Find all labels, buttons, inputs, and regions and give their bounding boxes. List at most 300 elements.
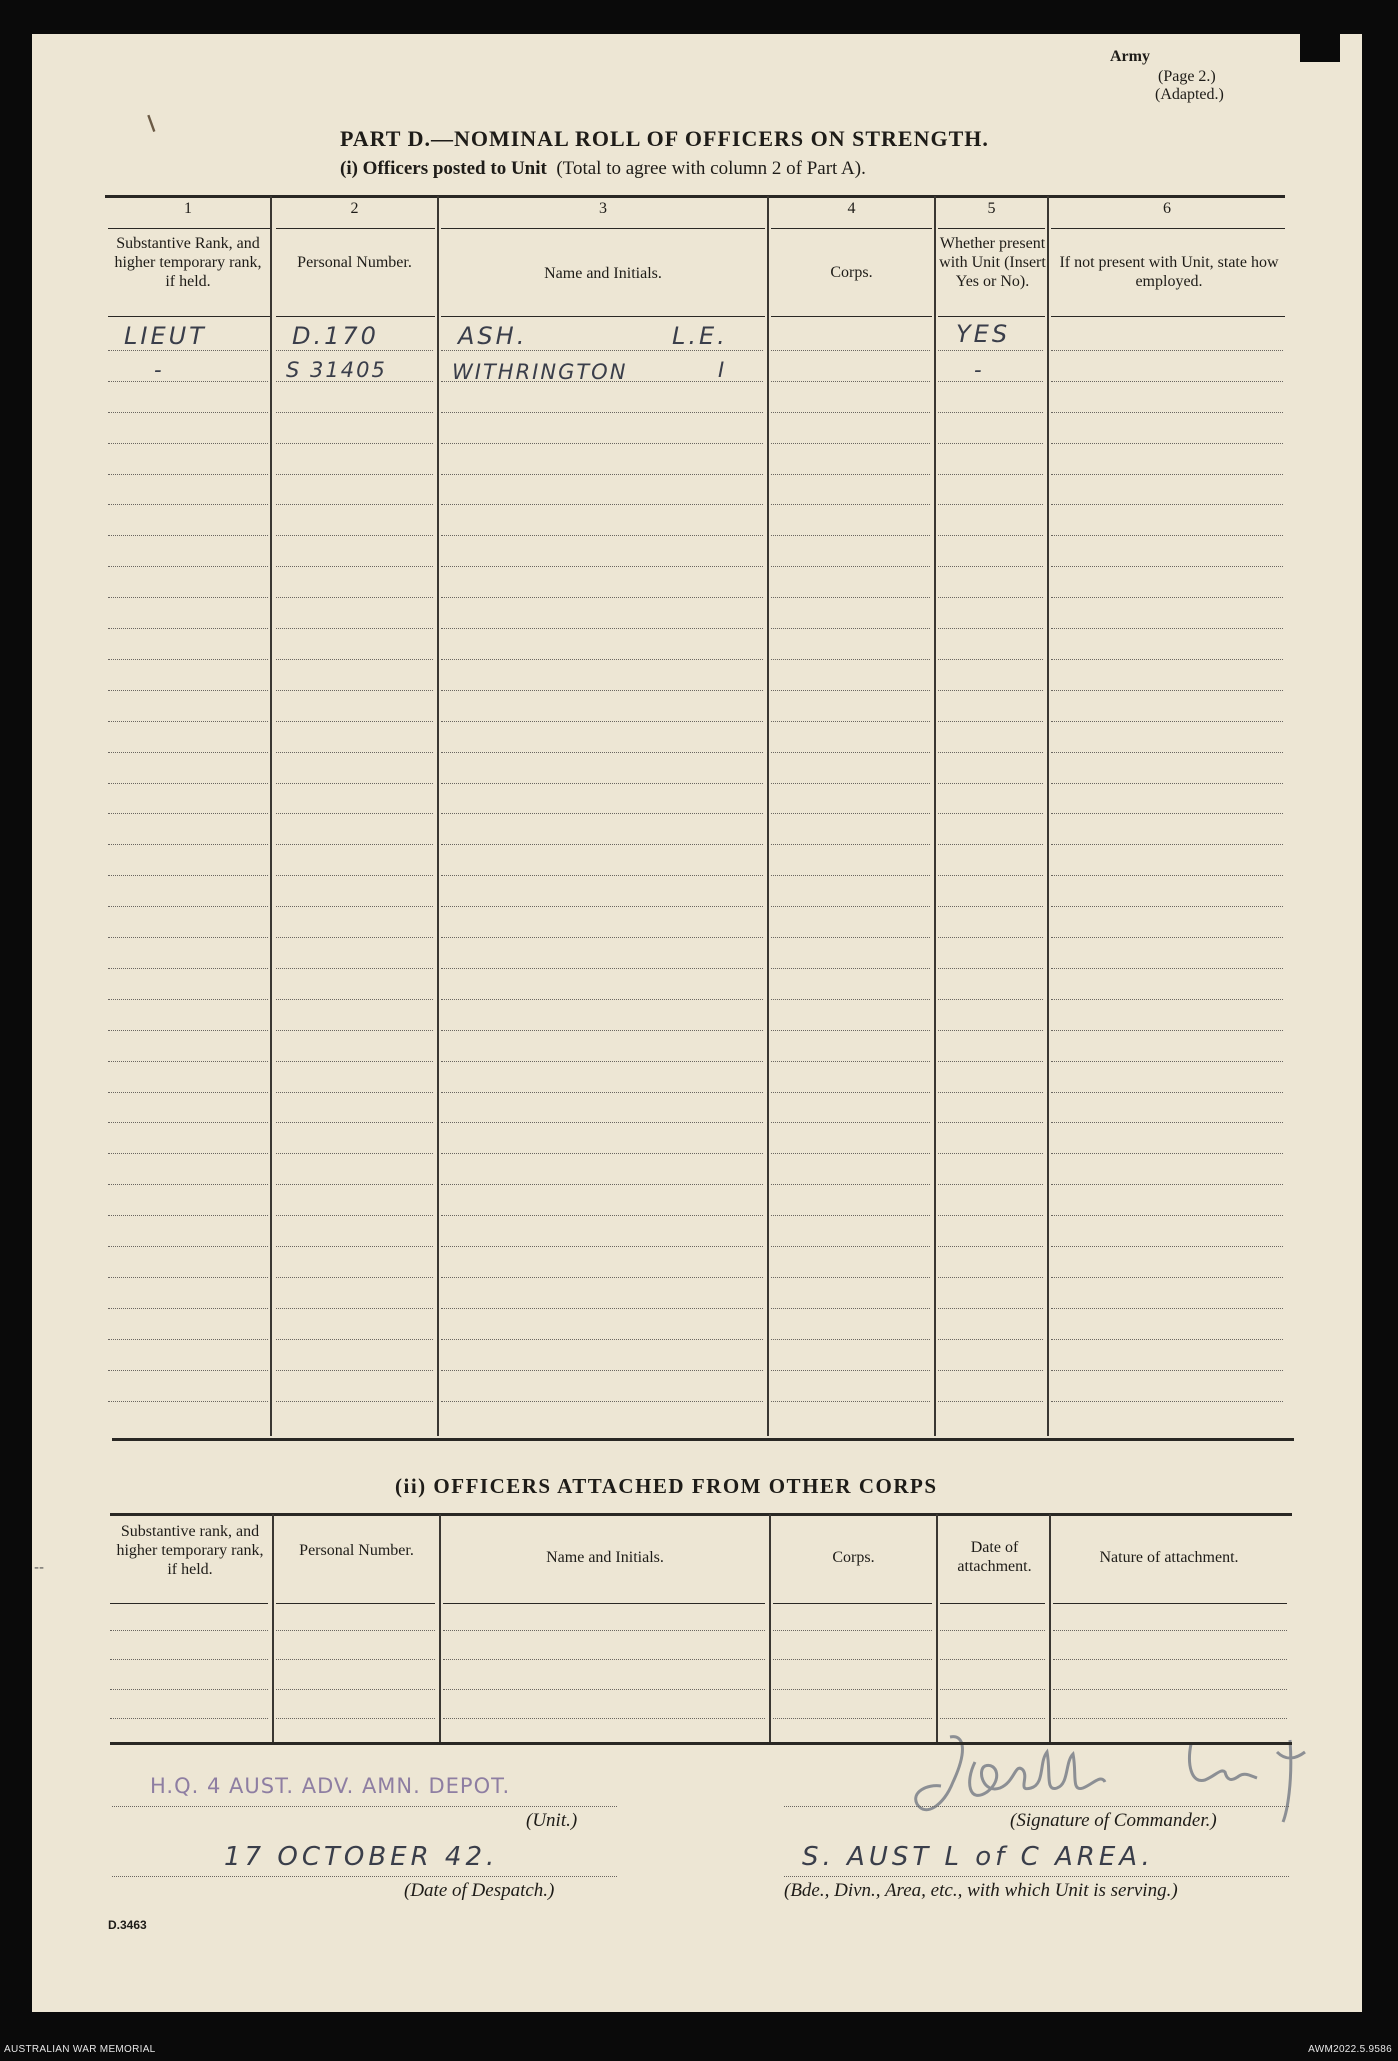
row-dotted-line [938,1184,1043,1185]
row-dotted-line [938,937,1043,938]
row-dotted-line [771,999,930,1000]
ii-row-dotted-line [1053,1659,1287,1660]
subtitle-bold: (i) Officers posted to Unit [340,158,547,179]
row-dotted-line [1051,504,1283,505]
row-dotted-line [108,1061,268,1062]
ii-row-dotted-line [443,1630,765,1631]
ii-header-rule [1053,1603,1287,1604]
row-dotted-line [1051,412,1283,413]
row-dotted-line [276,597,433,598]
row2-rank: - [154,358,164,382]
row-dotted-line [938,535,1043,536]
row-dotted-line [276,1184,433,1185]
row-dotted-line [108,1246,268,1247]
row-dotted-line [441,1092,763,1093]
row-dotted-line [276,1092,433,1093]
row-dotted-line [108,443,268,444]
ii-header-rule [276,1603,435,1604]
table-bottom-rule [112,1438,1294,1441]
date-line [112,1876,617,1877]
col-num-4: 4 [847,200,856,217]
row-dotted-line [771,1246,930,1247]
row-dotted-line [108,1308,268,1309]
ii-col-head-corps: Corps. [832,1549,875,1566]
row-dotted-line [276,937,433,938]
row-dotted-line [771,474,930,475]
row-dotted-line [771,566,930,567]
row-dotted-line [108,875,268,876]
row-dotted-line [276,1339,433,1340]
col-num-6: 6 [1163,200,1171,217]
row-dotted-line [276,1122,433,1123]
ii-col-head-number: Personal Number. [299,1542,414,1559]
header-number-rule [1051,228,1285,229]
ii-row-dotted-line [773,1630,932,1631]
row-dotted-line [276,535,433,536]
row-dotted-line [276,783,433,784]
corner-mark: I [143,109,160,139]
row-dotted-line [938,381,1043,382]
row-dotted-line [108,1215,268,1216]
row-dotted-line [938,1153,1043,1154]
header-rule [1051,316,1285,317]
row-dotted-line [938,597,1043,598]
row-dotted-line [441,937,763,938]
ii-column-divider [936,1514,938,1744]
ii-header-rule [110,1603,268,1604]
row-dotted-line [938,813,1043,814]
row-dotted-line [108,628,268,629]
row-dotted-line [276,566,433,567]
ii-table-bottom-rule [110,1742,1292,1745]
header-number-rule [108,228,270,229]
margin-mark: -- [34,1560,45,1576]
row-dotted-line [1051,1370,1283,1371]
table-column-divider [270,196,272,1436]
row-dotted-line [276,381,433,382]
table-column-divider [437,196,439,1436]
ii-row-dotted-line [940,1718,1045,1719]
row-dotted-line [276,906,433,907]
table-column-divider [767,196,769,1436]
row-dotted-line [771,1061,930,1062]
row-dotted-line [771,1308,930,1309]
ii-row-dotted-line [773,1689,932,1690]
table-top-rule [105,195,1285,198]
row-dotted-line [771,535,930,536]
row-dotted-line [108,1030,268,1031]
row-dotted-line [1051,1030,1283,1031]
col-num-1: 1 [184,200,192,217]
row-dotted-line [441,381,763,382]
row2-number: S 31405 [286,358,387,382]
row-dotted-line [276,1277,433,1278]
row-dotted-line [1051,1246,1283,1247]
row-dotted-line [1051,968,1283,969]
row-dotted-line [1051,566,1283,567]
row-dotted-line [1051,443,1283,444]
row-dotted-line [771,1215,930,1216]
row-dotted-line [276,999,433,1000]
archive-id: AWM2022.5.9586 [1308,2044,1392,2055]
row-dotted-line [771,690,930,691]
table-column-divider [1047,196,1049,1436]
row-dotted-line [771,1092,930,1093]
area-serving: S. AUST L of C AREA. [802,1842,1154,1872]
row-dotted-line [441,350,763,351]
area-caption: (Bde., Divn., Area, etc., with which Unit is serving.) [784,1880,1178,1901]
row-dotted-line [276,412,433,413]
col-num-5: 5 [987,200,996,217]
row-dotted-line [938,1061,1043,1062]
row-dotted-line [276,659,433,660]
row-dotted-line [771,1370,930,1371]
ii-row-dotted-line [110,1689,268,1690]
row-dotted-line [1051,844,1283,845]
row-dotted-line [108,783,268,784]
ii-column-divider [769,1514,771,1744]
ii-header-rule [443,1603,765,1604]
header-rule [108,316,270,317]
row-dotted-line [276,721,433,722]
ii-col-head-nature: Nature of attachment. [1099,1549,1239,1566]
row-dotted-line [1051,783,1283,784]
row-dotted-line [771,381,930,382]
ii-column-divider [272,1514,274,1744]
ii-table-top-rule [110,1513,1292,1516]
ii-row-dotted-line [1053,1689,1287,1690]
row-dotted-line [108,906,268,907]
row-dotted-line [938,968,1043,969]
row-dotted-line [441,844,763,845]
row-dotted-line [108,474,268,475]
row-dotted-line [441,1277,763,1278]
row-dotted-line [441,1401,763,1402]
row-dotted-line [441,412,763,413]
row-dotted-line [276,1401,433,1402]
row-dotted-line [441,597,763,598]
row-dotted-line [108,1184,268,1185]
row-dotted-line [771,1122,930,1123]
row-dotted-line [108,813,268,814]
row-dotted-line [771,1277,930,1278]
row-dotted-line [1051,752,1283,753]
row-dotted-line [1051,1308,1283,1309]
row-dotted-line [276,1030,433,1031]
ii-row-dotted-line [940,1689,1045,1690]
row-dotted-line [108,535,268,536]
row-dotted-line [276,968,433,969]
row-dotted-line [771,1153,930,1154]
ii-col-head-rank: Substantive rank, and higher temporary rank, if held. [116,1523,264,1578]
row-dotted-line [108,752,268,753]
row-dotted-line [441,783,763,784]
row-dotted-line [276,350,433,351]
row-dotted-line [771,1339,930,1340]
row-dotted-line [1051,659,1283,660]
row-dotted-line [771,443,930,444]
ii-row-dotted-line [773,1659,932,1660]
row-dotted-line [771,906,930,907]
section-ii-title: (ii) OFFICERS ATTACHED FROM OTHER CORPS [395,1474,938,1498]
row-dotted-line [276,504,433,505]
row-dotted-line [441,443,763,444]
header-number-rule [771,228,932,229]
ii-header-rule [940,1603,1045,1604]
row-dotted-line [938,999,1043,1000]
row-dotted-line [771,875,930,876]
ii-column-divider [439,1514,441,1744]
row-dotted-line [938,1030,1043,1031]
row-dotted-line [441,474,763,475]
row-dotted-line [938,844,1043,845]
row-dotted-line [1051,1153,1283,1154]
ii-col-head-date: Date of attachment. [957,1539,1032,1575]
table-column-divider [934,196,936,1436]
ii-row-dotted-line [940,1659,1045,1660]
row-dotted-line [1051,1277,1283,1278]
row-dotted-line [771,721,930,722]
row-dotted-line [276,875,433,876]
header-rule [276,316,435,317]
ii-row-dotted-line [110,1630,268,1631]
row-dotted-line [1051,1061,1283,1062]
row-dotted-line [1051,535,1283,536]
page-subtitle [340,158,866,180]
row-dotted-line [108,721,268,722]
row-dotted-line [938,566,1043,567]
row-dotted-line [441,1184,763,1185]
archive-credit: AUSTRALIAN WAR MEMORIAL [4,2044,156,2055]
row-dotted-line [1051,690,1283,691]
row-dotted-line [276,1308,433,1309]
ii-row-dotted-line [110,1718,268,1719]
page-number: (Page 2.) [1158,68,1216,85]
row-dotted-line [938,1370,1043,1371]
row-dotted-line [441,1246,763,1247]
row-dotted-line [1051,474,1283,475]
row-dotted-line [441,752,763,753]
row-dotted-line [938,1401,1043,1402]
header-rule [938,316,1045,317]
row-dotted-line [1051,1122,1283,1123]
ii-col-head-name: Name and Initials. [546,1549,664,1566]
row1-name: ASH. [458,322,528,350]
row-dotted-line [108,350,268,351]
row-dotted-line [938,875,1043,876]
row-dotted-line [938,412,1043,413]
row-dotted-line [441,659,763,660]
row-dotted-line [441,690,763,691]
row-dotted-line [938,350,1043,351]
row-dotted-line [441,1061,763,1062]
row-dotted-line [771,937,930,938]
row-dotted-line [1051,1215,1283,1216]
header-rule [771,316,932,317]
row-dotted-line [938,474,1043,475]
row-dotted-line [108,381,268,382]
row-dotted-line [108,412,268,413]
row-dotted-line [938,659,1043,660]
row-dotted-line [938,690,1043,691]
row-dotted-line [276,1153,433,1154]
row-dotted-line [938,906,1043,907]
col-num-2: 2 [350,200,359,217]
row-dotted-line [108,1370,268,1371]
row-dotted-line [441,999,763,1000]
row1-initials: L.E. [672,322,728,350]
row-dotted-line [771,628,930,629]
row-dotted-line [441,628,763,629]
ii-row-dotted-line [443,1659,765,1660]
ii-row-dotted-line [276,1689,435,1690]
row-dotted-line [276,474,433,475]
row-dotted-line [771,412,930,413]
header-rule [441,316,765,317]
row-dotted-line [1051,721,1283,722]
row-dotted-line [938,1092,1043,1093]
header-number-rule [441,228,765,229]
row-dotted-line [441,1215,763,1216]
ii-row-dotted-line [276,1718,435,1719]
row-dotted-line [1051,597,1283,598]
form-number: D.3463 [108,1918,147,1932]
row-dotted-line [938,783,1043,784]
row1-present: YES [956,320,1011,348]
row-dotted-line [771,968,930,969]
row-dotted-line [108,597,268,598]
unit-stamp: H.Q. 4 AUST. ADV. AMN. DEPOT. [150,1774,511,1798]
date-caption: (Date of Despatch.) [404,1880,555,1901]
row-dotted-line [108,1122,268,1123]
row-dotted-line [441,1122,763,1123]
row-dotted-line [108,1092,268,1093]
row-dotted-line [771,783,930,784]
row-dotted-line [441,1030,763,1031]
date-of-despatch: 17 OCTOBER 42. [224,1842,499,1872]
col-head-name: Name and Initials. [544,265,662,282]
row-dotted-line [441,875,763,876]
row-dotted-line [108,844,268,845]
row-dotted-line [441,1153,763,1154]
row-dotted-line [441,1370,763,1371]
row-dotted-line [1051,813,1283,814]
row-dotted-line [108,1153,268,1154]
row-dotted-line [1051,1401,1283,1402]
row-dotted-line [938,1122,1043,1123]
paper-edge-tab [1300,34,1340,62]
row2-present: - [974,358,984,382]
row-dotted-line [108,504,268,505]
ii-row-dotted-line [443,1718,765,1719]
row-dotted-line [108,968,268,969]
row-dotted-line [1051,381,1283,382]
row-dotted-line [108,999,268,1000]
row-dotted-line [771,752,930,753]
signature-line [784,1806,1289,1807]
col-num-3: 3 [599,200,607,217]
row-dotted-line [771,1030,930,1031]
row-dotted-line [938,1339,1043,1340]
row-dotted-line [276,1061,433,1062]
col-head-corps: Corps. [830,264,873,281]
row-dotted-line [108,1339,268,1340]
row-dotted-line [771,504,930,505]
row-dotted-line [108,937,268,938]
header-number-rule [938,228,1045,229]
row-dotted-line [108,566,268,567]
row-dotted-line [1051,937,1283,938]
row-dotted-line [108,1277,268,1278]
row-dotted-line [1051,1339,1283,1340]
row-dotted-line [1051,628,1283,629]
row-dotted-line [938,721,1043,722]
row1-number: D.170 [292,322,379,350]
row-dotted-line [276,690,433,691]
row2-name: WITHRINGTON [452,360,628,384]
row-dotted-line [441,813,763,814]
row-dotted-line [441,1308,763,1309]
signature-caption: (Signature of Commander.) [1010,1810,1217,1831]
row-dotted-line [1051,1184,1283,1185]
row-dotted-line [276,443,433,444]
row-dotted-line [1051,350,1283,351]
row-dotted-line [771,844,930,845]
ii-row-dotted-line [773,1718,932,1719]
col-head-rank: Substantive Rank, and higher temporary rank, if held. [114,235,262,290]
row1-rank: LIEUT [124,322,207,350]
row-dotted-line [938,1277,1043,1278]
row-dotted-line [771,1401,930,1402]
army-label: Army [1110,48,1150,65]
row-dotted-line [938,1215,1043,1216]
row-dotted-line [276,813,433,814]
ii-row-dotted-line [276,1659,435,1660]
ii-row-dotted-line [940,1630,1045,1631]
row-dotted-line [771,597,930,598]
row-dotted-line [938,443,1043,444]
row-dotted-line [1051,875,1283,876]
subtitle-note: (Total to agree with column 2 of Part A). [556,158,866,179]
row-dotted-line [441,721,763,722]
row-dotted-line [108,1401,268,1402]
row-dotted-line [441,906,763,907]
row-dotted-line [441,566,763,567]
ii-row-dotted-line [276,1630,435,1631]
row-dotted-line [276,1246,433,1247]
row-dotted-line [108,690,268,691]
ii-header-rule [773,1603,932,1604]
col-head-present: Whether present with Unit (Insert Yes or No). [939,235,1046,290]
col-head-number: Personal Number. [297,254,412,271]
row-dotted-line [938,752,1043,753]
adapted-label: (Adapted.) [1155,86,1224,103]
page-title: PART D.—NOMINAL ROLL OF OFFICERS ON STRENGTH. [340,126,989,151]
row-dotted-line [108,659,268,660]
ii-column-divider [1049,1514,1051,1744]
area-line [784,1876,1289,1877]
row-dotted-line [441,968,763,969]
row-dotted-line [938,1246,1043,1247]
row-dotted-line [276,1370,433,1371]
unit-caption: (Unit.) [526,1810,578,1831]
row-dotted-line [1051,1092,1283,1093]
row-dotted-line [276,752,433,753]
row2-initials: I [718,358,727,382]
row-dotted-line [441,1339,763,1340]
row-dotted-line [1051,999,1283,1000]
row-dotted-line [938,504,1043,505]
